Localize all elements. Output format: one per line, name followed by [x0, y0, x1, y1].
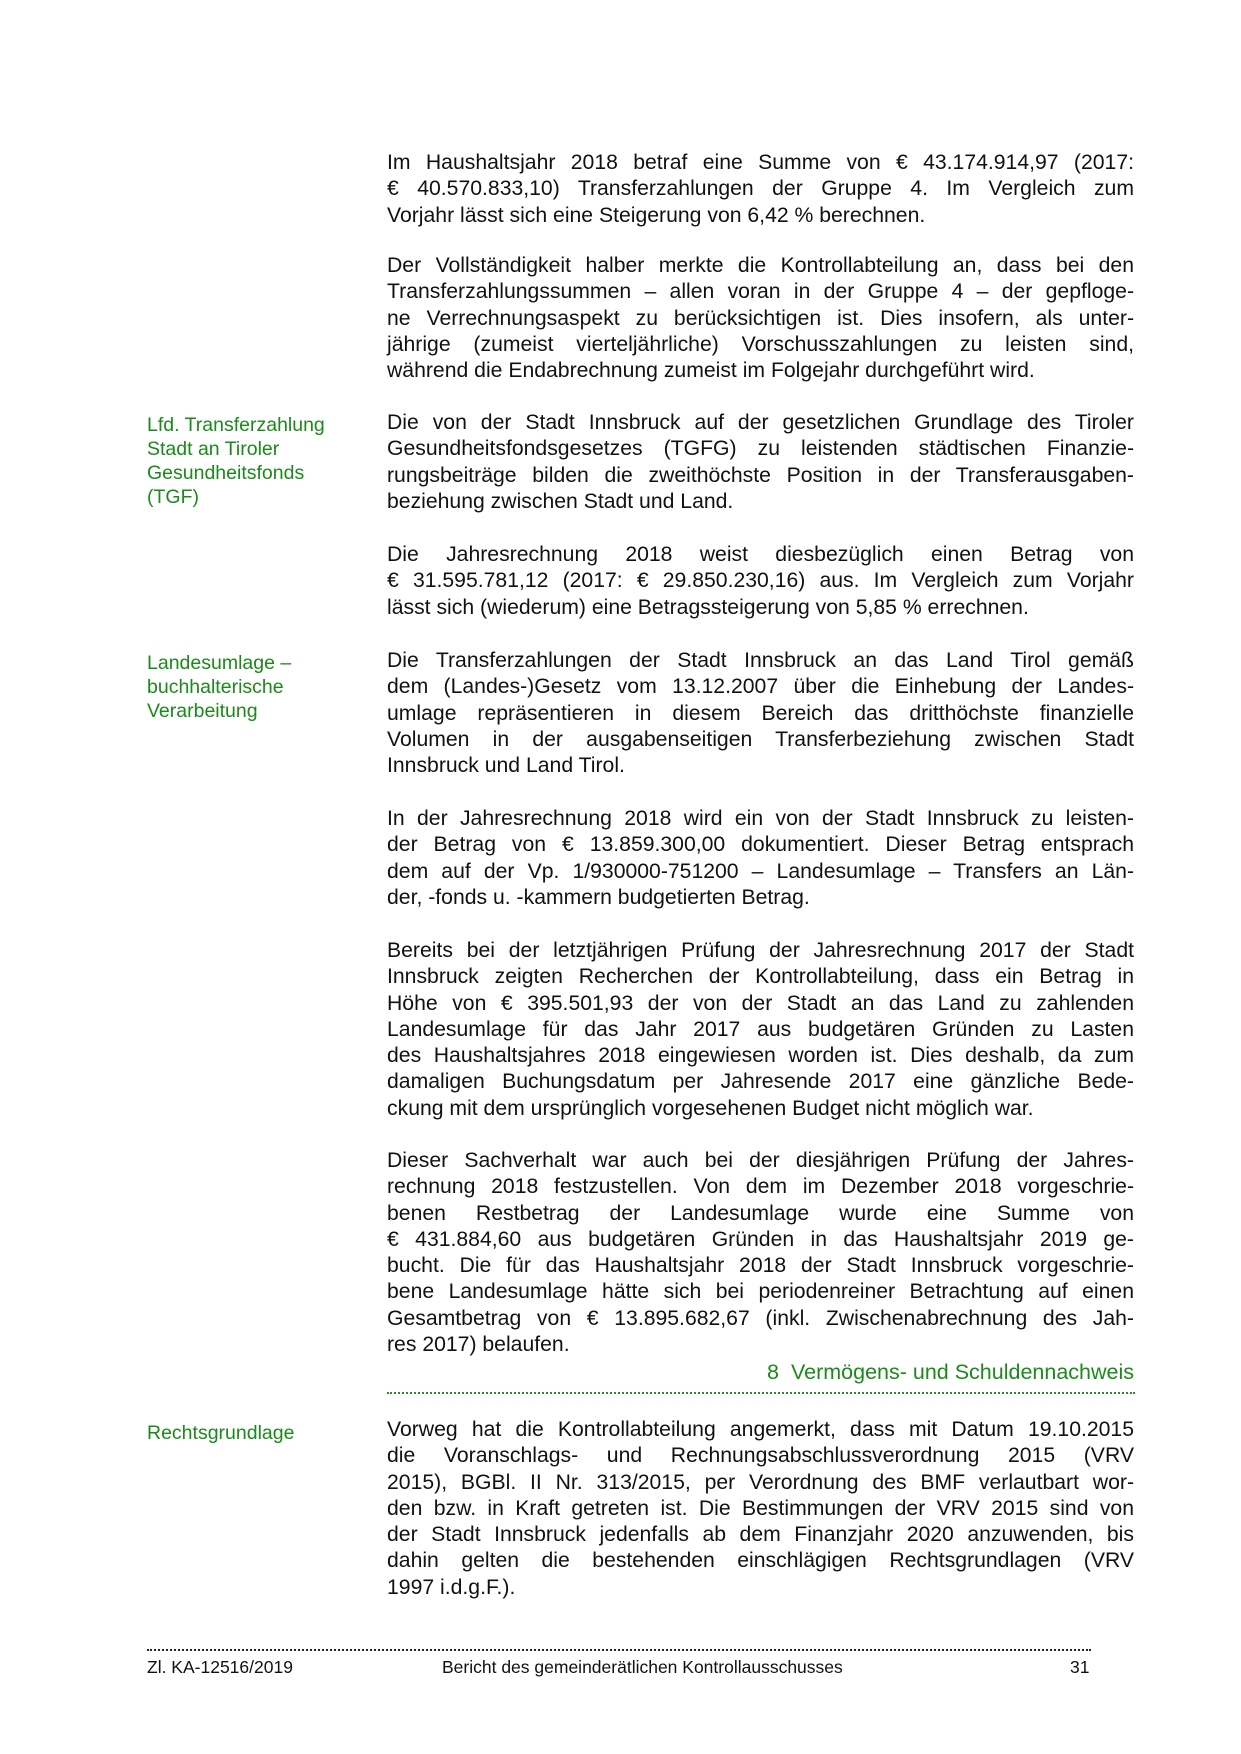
- page-number: 31: [1070, 1657, 1090, 1677]
- text-line: Bereits bei der letztjährigen Prüfung der Jahresrechnung 2017 der Stadt: [387, 939, 1134, 962]
- text-line: die Voranschlags- und Rechnungsabschlussverordnung 2015 (VRV: [387, 1444, 1134, 1468]
- footer-reference: Zl. KA-12516/2019: [147, 1657, 293, 1677]
- text-line: bene Landesumlage hätte sich bei periodenreiner Betrachtung auf einen: [387, 1280, 1134, 1304]
- paragraph-vrv-2015: [387, 1417, 1134, 1601]
- section-divider: [387, 1392, 1135, 1394]
- text-line: € 431.884,60 aus budgetären Gründen in das Haushaltsjahr 2019 ge-: [387, 1227, 1134, 1251]
- side-label-line: Lfd. Transferzahlung: [147, 414, 325, 436]
- side-label-rechtsgrundlage: [147, 1421, 347, 1445]
- text-line: Innsbruck und Land Tirol.: [387, 754, 625, 778]
- text-line: benen Restbetrag der Landesumlage wurde eine Summe von: [387, 1201, 1134, 1225]
- text-line: Volumen in der ausgabenseitigen Transferbeziehung zwischen Stadt: [387, 727, 1134, 751]
- side-label-line: Stadt an Tiroler: [147, 438, 280, 460]
- paragraph-landesumlage-betrag: [387, 806, 1134, 911]
- paragraph-verrechnungsaspekt: [387, 253, 1134, 384]
- footer-divider: [147, 1649, 1091, 1651]
- paragraph-vorjahrespruefung: [387, 938, 1134, 1122]
- text-line: Im Haushaltsjahr 2018 betraf eine Summe von € 43.174.914,97 (2017:: [387, 151, 1134, 174]
- text-line: während die Endabrechnung zumeist im Folgejahr durchgeführt wird.: [387, 359, 1035, 383]
- side-label-line: Landesumlage –: [147, 652, 292, 674]
- side-label-landesumlage: [147, 651, 347, 723]
- text-line: Der Vollständigkeit halber merkte die Kontrollabteilung an, dass bei den: [387, 254, 1134, 277]
- text-line: € 31.595.781,12 (2017: € 29.850.230,16) aus. Im Vergleich zum Vorjahr: [387, 569, 1134, 593]
- paragraph-tgf-betrag: [387, 542, 1134, 621]
- text-line: beziehung zwischen Stadt und Land.: [387, 489, 734, 513]
- side-label-tgf: [147, 413, 347, 509]
- text-line: Gesundheitsfondsgesetzes (TGFG) zu leistenden städtischen Finanzie-: [387, 437, 1134, 461]
- text-line: des Haushaltsjahres 2018 eingewiesen worden ist. Dies deshalb, da zum: [387, 1044, 1134, 1068]
- text-line: Die Transferzahlungen der Stadt Innsbruck an das Land Tirol gemäß: [387, 649, 1134, 672]
- text-line: lässt sich (wiederum) eine Betragssteigerung von 5,85 % errechnen.: [387, 595, 1029, 619]
- text-line: bucht. Die für das Haushaltsjahr 2018 der Stadt Innsbruck vorgeschrie-: [387, 1254, 1134, 1278]
- text-line: Dieser Sachverhalt war auch bei der diesjährigen Prüfung der Jahres-: [387, 1149, 1134, 1172]
- text-line: rechnung 2018 festzustellen. Von dem im Dezember 2018 vorgeschrie-: [387, 1175, 1134, 1199]
- paragraph-gruppe4-summe: [387, 150, 1134, 229]
- text-line: dahin gelten die bestehenden einschlägigen Rechtsgrundlagen (VRV: [387, 1549, 1134, 1573]
- side-label-line: Gesundheitsfonds: [147, 462, 305, 484]
- text-line: dem auf der Vp. 1/930000-751200 – Landesumlage – Transfers an Län-: [387, 859, 1134, 883]
- footer-title: Bericht des gemeinderätlichen Kontrollausschusses: [442, 1657, 843, 1677]
- side-label-line: buchhalterische: [147, 676, 284, 698]
- paragraph-sachverhalt-2018: [387, 1148, 1134, 1358]
- text-line: Höhe von € 395.501,93 der von der Stadt an das Land zu zahlenden: [387, 991, 1134, 1015]
- side-label-line: (TGF): [147, 486, 199, 508]
- text-line: Innsbruck zeigten Recherchen der Kontrollabteilung, dass ein Betrag in: [387, 965, 1134, 989]
- text-line: Die Jahresrechnung 2018 weist diesbezüglich einen Betrag von: [387, 543, 1134, 566]
- text-line: ne Verrechnungsaspekt zu berücksichtigen ist. Dies insofern, als unter-: [387, 306, 1134, 330]
- text-line: der, -fonds u. -kammern budgetierten Betrag.: [387, 885, 810, 909]
- side-label-line: Rechtsgrundlage: [147, 1422, 295, 1444]
- section-number: 8: [767, 1360, 780, 1384]
- text-line: In der Jahresrechnung 2018 wird ein von der Stadt Innsbruck zu leisten-: [387, 807, 1134, 830]
- text-line: Transferzahlungssummen – allen voran in der Gruppe 4 – der gepfloge-: [387, 280, 1134, 304]
- text-line: Die von der Stadt Innsbruck auf der gesetzlichen Grundlage des Tiroler: [387, 411, 1134, 434]
- text-line: jährige (zumeist vierteljährliche) Vorschusszahlungen zu leisten sind,: [387, 332, 1134, 356]
- side-label-line: Verarbeitung: [147, 700, 258, 722]
- text-line: Gesamtbetrag von € 13.895.682,67 (inkl. Zwischenabrechnung des Jah-: [387, 1306, 1134, 1330]
- text-line: Vorjahr lässt sich eine Steigerung von 6,42 % berechnen.: [387, 203, 926, 227]
- text-line: 2015), BGBl. II Nr. 313/2015, per Verordnung des BMF verlautbart wor-: [387, 1470, 1134, 1494]
- text-line: den bzw. in Kraft getreten ist. Die Bestimmungen der VRV 2015 sind von: [387, 1496, 1134, 1520]
- text-line: rungsbeiträge bilden die zweithöchste Position in der Transferausgaben-: [387, 463, 1134, 487]
- paragraph-landesumlage-intro: [387, 648, 1134, 779]
- text-line: res 2017) belaufen.: [387, 1333, 570, 1357]
- text-line: dem (Landes-)Gesetz vom 13.12.2007 über die Einhebung der Landes-: [387, 675, 1134, 699]
- text-line: € 40.570.833,10) Transferzahlungen der Gruppe 4. Im Vergleich zum: [387, 177, 1134, 201]
- text-line: damaligen Buchungsdatum per Jahresende 2017 eine gänzliche Bede-: [387, 1070, 1134, 1094]
- paragraph-tgfg: [387, 410, 1134, 515]
- section-title: Vermögens- und Schuldennachweis: [790, 1360, 1134, 1384]
- text-line: der Stadt Innsbruck jedenfalls ab dem Finanzjahr 2020 anzuwenden, bis: [387, 1523, 1134, 1547]
- text-line: der Betrag von € 13.859.300,00 dokumentiert. Dieser Betrag entsprach: [387, 833, 1134, 857]
- text-line: Vorweg hat die Kontrollabteilung angemerkt, dass mit Datum 19.10.2015: [387, 1418, 1134, 1441]
- section-heading: [767, 1360, 1134, 1385]
- text-line: ckung mit dem ursprünglich vorgesehenen Budget nicht möglich war.: [387, 1096, 1034, 1120]
- text-line: 1997 i.d.g.F.).: [387, 1575, 516, 1599]
- text-line: Landesumlage für das Jahr 2017 aus budgetären Gründen zu Lasten: [387, 1017, 1134, 1041]
- text-line: umlage repräsentieren in diesem Bereich das dritthöchste finanzielle: [387, 701, 1134, 725]
